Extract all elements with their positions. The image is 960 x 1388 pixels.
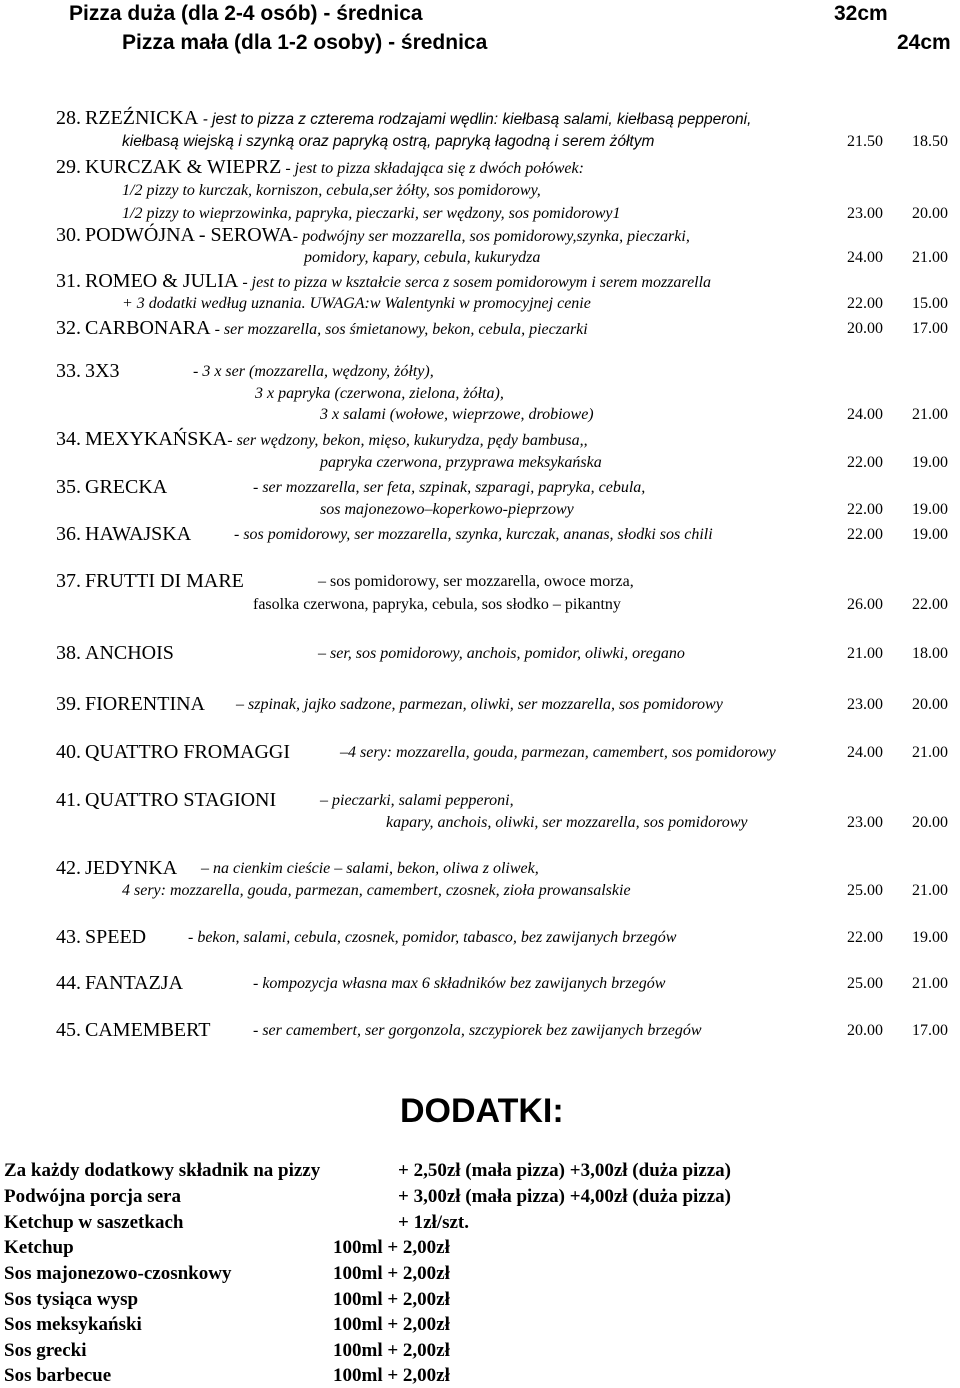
- addon-label: Sos grecki: [4, 1340, 87, 1361]
- menu-item-40: [56, 741, 290, 764]
- menu-item-44: [56, 972, 183, 995]
- big-pizza-label: Pizza duża (dla 2-4 osób) - średnica: [69, 2, 423, 25]
- item-description-line2: pomidory, kapary, cebula, kukurydza: [304, 249, 541, 266]
- item-number: 38.: [56, 642, 81, 664]
- menu-item-34: [56, 428, 588, 451]
- item-number: 30.: [56, 224, 81, 246]
- item-description: - kompozycja własna max 6 składników bez zawijanych brzegów: [253, 975, 666, 992]
- price-small: 15.00: [912, 295, 948, 312]
- item-name: KURCZAK & WIEPRZ: [85, 156, 282, 178]
- item-description: - jest to pizza z czterema rodzajami wędlin: kiełbasą salami, kiełbasą pepperoni,: [198, 111, 752, 128]
- price-large: 21.50: [847, 133, 883, 150]
- addon-price: + 1zł/szt.: [398, 1212, 469, 1233]
- item-description: - 3 x ser (mozzarella, wędzony, żółty),: [193, 363, 434, 380]
- price-small: 20.00: [912, 205, 948, 222]
- item-description: – szpinak, jajko sadzone, parmezan, oliwki, ser mozzarella, sos pomidorowy: [236, 696, 723, 713]
- addon-label: Ketchup w saszetkach: [4, 1212, 184, 1233]
- item-number: 35.: [56, 476, 81, 498]
- item-number: 31.: [56, 270, 81, 292]
- item-description: - jest to pizza składająca się z dwóch połówek:: [281, 160, 584, 177]
- menu-item-29: [56, 156, 584, 179]
- price-small: 17.00: [912, 320, 948, 337]
- menu-item-35: [56, 476, 167, 499]
- item-name: RZEŹNICKA: [85, 107, 199, 129]
- price-small: 21.00: [912, 249, 948, 266]
- item-number: 39.: [56, 693, 81, 715]
- menu-item-39: [56, 693, 205, 716]
- menu-item-38: [56, 642, 174, 665]
- price-small: 18.00: [912, 645, 948, 662]
- price-large: 22.00: [847, 454, 883, 471]
- price-small: 19.00: [912, 501, 948, 518]
- price-small: 18.50: [912, 133, 948, 150]
- item-name: FRUTTI DI MARE: [85, 570, 244, 592]
- menu-item-42: [56, 857, 177, 880]
- price-large: 23.00: [847, 814, 883, 831]
- addon-label: Podwójna porcja sera: [4, 1186, 181, 1207]
- item-name: PODWÓJNA - SEROWA: [85, 224, 293, 246]
- item-name: JEDYNKA: [85, 857, 178, 879]
- item-number: 29.: [56, 156, 81, 178]
- item-name: 3X3: [85, 360, 120, 382]
- price-large: 22.00: [847, 929, 883, 946]
- item-description: – pieczarki, salami pepperoni,: [320, 792, 514, 809]
- addon-price: 100ml + 2,00zł: [333, 1237, 450, 1258]
- item-description-line2: fasolka czerwona, papryka, cebula, sos słodko – pikantny: [253, 596, 621, 613]
- item-name: ANCHOIS: [85, 642, 174, 664]
- price-small: 19.00: [912, 454, 948, 471]
- price-small: 17.00: [912, 1022, 948, 1039]
- item-number: 34.: [56, 428, 81, 450]
- menu-item-33: [56, 360, 119, 383]
- menu-item-37: [56, 570, 244, 593]
- price-large: 21.00: [847, 645, 883, 662]
- menu-item-43: [56, 926, 146, 949]
- big-pizza-size: 32cm: [834, 2, 888, 25]
- item-description: - ser mozzarella, sos śmietanowy, bekon, cebula, pieczarki: [210, 321, 588, 338]
- item-name: MEXYKAŃSKA: [85, 428, 228, 450]
- item-number: 44.: [56, 972, 81, 994]
- price-small: 21.00: [912, 882, 948, 899]
- price-large: 26.00: [847, 596, 883, 613]
- price-large: 24.00: [847, 744, 883, 761]
- item-description-line2: kapary, anchois, oliwki, ser mozzarella, sos pomidorowy: [386, 814, 748, 831]
- small-pizza-size: 24cm: [897, 31, 951, 54]
- addon-label: Sos meksykański: [4, 1314, 142, 1335]
- addons-title: DODATKI:: [400, 1092, 564, 1130]
- price-small: 21.00: [912, 744, 948, 761]
- addon-label: Sos tysiąca wysp: [4, 1289, 139, 1310]
- item-description: - bekon, salami, cebula, czosnek, pomidor, tabasco, bez zawijanych brzegów: [188, 929, 677, 946]
- item-number: 33.: [56, 360, 81, 382]
- addon-label: Ketchup: [4, 1237, 74, 1258]
- item-description-line2: 4 sery: mozzarella, gouda, parmezan, camembert, czosnek, zioła prowansalskie: [122, 882, 631, 899]
- addon-price: 100ml + 2,00zł: [333, 1314, 450, 1335]
- menu-item-32: [56, 317, 588, 340]
- item-description-line2: 1/2 pizzy to kurczak, korniszon, cebula,ser żółty, sos pomidorowy,: [122, 182, 541, 199]
- addon-label: Sos barbecue: [4, 1365, 112, 1386]
- item-number: 41.: [56, 789, 81, 811]
- item-description-line3: 1/2 pizzy to wieprzowinka, papryka, pieczarki, ser wędzony, sos pomidorowy1: [122, 205, 621, 222]
- item-number: 32.: [56, 317, 81, 339]
- item-name: FIORENTINA: [85, 693, 205, 715]
- item-name: ROMEO & JULIA: [85, 270, 239, 292]
- item-number: 45.: [56, 1019, 81, 1041]
- item-name: CAMEMBERT: [85, 1019, 211, 1041]
- price-small: 19.00: [912, 929, 948, 946]
- price-large: 24.00: [847, 406, 883, 423]
- item-description-line2: papryka czerwona, przyprawa meksykańska: [320, 454, 602, 471]
- item-number: 28.: [56, 107, 81, 129]
- item-description-line3: 3 x salami (wołowe, wieprzowe, drobiowe): [320, 406, 594, 423]
- item-number: 42.: [56, 857, 81, 879]
- price-small: 21.00: [912, 975, 948, 992]
- item-number: 36.: [56, 523, 81, 545]
- price-small: 19.00: [912, 526, 948, 543]
- price-small: 22.00: [912, 596, 948, 613]
- item-description: –4 sery: mozzarella, gouda, parmezan, camembert, sos pomidorowy: [340, 744, 776, 761]
- item-description: - ser mozzarella, ser feta, szpinak, szparagi, papryka, cebula,: [253, 479, 646, 496]
- item-description: – sos pomidorowy, ser mozzarella, owoce morza,: [318, 573, 634, 590]
- menu-item-36: [56, 523, 191, 546]
- item-description: - ser camembert, ser gorgonzola, szczypiorek bez zawijanych brzegów: [253, 1022, 702, 1039]
- item-description-line2: 3 x papryka (czerwona, zielona, żółta),: [255, 385, 504, 402]
- item-description: - sos pomidorowy, ser mozzarella, szynka, kurczak, ananas, słodki sos chili: [234, 526, 713, 543]
- price-large: 22.00: [847, 526, 883, 543]
- item-description: - podwójny ser mozzarella, sos pomidorowy,szynka, pieczarki,: [292, 228, 690, 245]
- item-name: HAWAJSKA: [85, 523, 192, 545]
- item-number: 40.: [56, 741, 81, 763]
- item-name: QUATTRO FROMAGGI: [85, 741, 291, 763]
- price-large: 22.00: [847, 501, 883, 518]
- price-large: 23.00: [847, 205, 883, 222]
- price-large: 20.00: [847, 320, 883, 337]
- menu-item-45: [56, 1019, 210, 1042]
- addon-label: Za każdy dodatkowy składnik na pizzy: [4, 1160, 321, 1181]
- item-number: 37.: [56, 570, 81, 592]
- menu-item-41: [56, 789, 276, 812]
- addon-label: Sos majonezowo-czosnkowy: [4, 1263, 232, 1284]
- price-small: 21.00: [912, 406, 948, 423]
- item-description-line2: sos majonezowo–koperkowo-pieprzowy: [320, 501, 574, 518]
- addon-price: 100ml + 2,00zł: [333, 1365, 450, 1386]
- addon-price: + 2,50zł (mała pizza) +3,00zł (duża pizza): [398, 1160, 731, 1181]
- addon-price: 100ml + 2,00zł: [333, 1289, 450, 1310]
- small-pizza-label: Pizza mała (dla 1-2 osoby) - średnica: [122, 31, 488, 54]
- item-name: SPEED: [85, 926, 147, 948]
- price-large: 24.00: [847, 249, 883, 266]
- menu-item-28: [56, 107, 751, 130]
- item-description: - ser wędzony, bekon, mięso, kukurydza, pędy bambusa,,: [227, 432, 588, 449]
- addon-price: + 3,00zł (mała pizza) +4,00zł (duża pizza): [398, 1186, 731, 1207]
- price-large: 23.00: [847, 696, 883, 713]
- price-large: 25.00: [847, 975, 883, 992]
- item-description-line2: + 3 dodatki według uznania. UWAGA:w Walentynki w promocyjnej cenie: [122, 295, 591, 312]
- item-name: GRECKA: [85, 476, 168, 498]
- price-small: 20.00: [912, 814, 948, 831]
- item-description: – na cienkim cieście – salami, bekon, oliwa z oliwek,: [201, 860, 539, 877]
- price-large: 25.00: [847, 882, 883, 899]
- item-name: FANTAZJA: [85, 972, 184, 994]
- menu-item-30: [56, 224, 690, 247]
- price-small: 20.00: [912, 696, 948, 713]
- item-name: CARBONARA: [85, 317, 211, 339]
- item-description: - jest to pizza w kształcie serca z sosem pomidorowym i serem mozzarella: [238, 274, 712, 291]
- item-description: – ser, sos pomidorowy, anchois, pomidor, oliwki, oregano: [318, 645, 685, 662]
- addon-price: 100ml + 2,00zł: [333, 1263, 450, 1284]
- addon-price: 100ml + 2,00zł: [333, 1340, 450, 1361]
- item-name: QUATTRO STAGIONI: [85, 789, 277, 811]
- item-description-line2: kiełbasą wiejską i szynką oraz papryką ostrą, papryką łagodną i serem żółtym: [122, 133, 655, 150]
- price-large: 20.00: [847, 1022, 883, 1039]
- menu-item-31: [56, 270, 711, 293]
- item-number: 43.: [56, 926, 81, 948]
- price-large: 22.00: [847, 295, 883, 312]
